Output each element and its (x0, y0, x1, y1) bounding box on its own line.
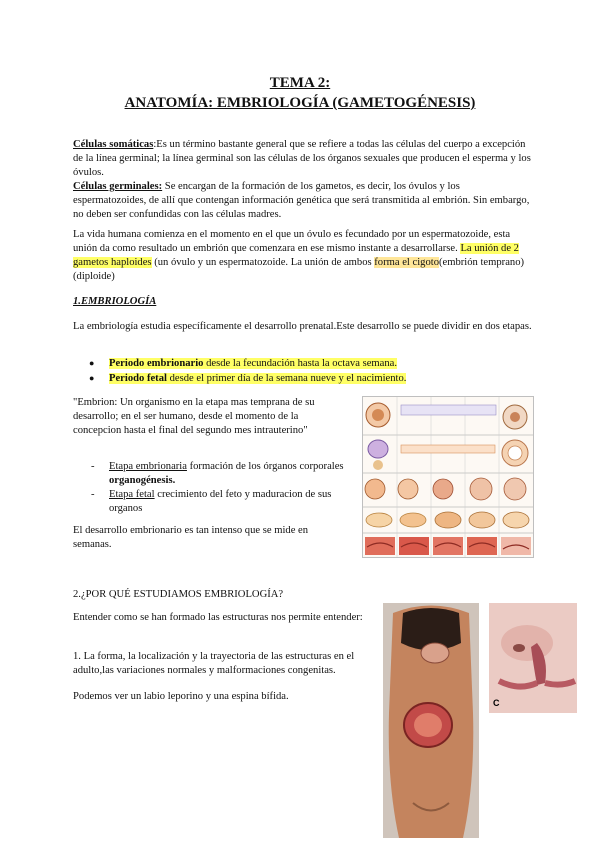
section2-p3: Podemos ver un labio leporino y una espina bífida. (73, 691, 289, 702)
germinal-term: Células germinales: (73, 181, 163, 192)
section2-p2-wrap (73, 650, 378, 678)
intro-paragraph (73, 228, 533, 284)
section2-p3-wrap (73, 690, 373, 704)
section1-heading-wrap (73, 295, 533, 309)
stage-item-embryonic: - Etapa embrionaria formación de los órganos corporales organogénesis. (73, 460, 348, 488)
section1-heading: 1.EMBRIOLOGÍA (73, 296, 157, 307)
embryo-quote-wrap (73, 396, 343, 438)
period-item-fetal: ● Periodo fetal desde el primer día de la semana nueve y el nacimiento. (73, 371, 533, 386)
embryo-quote: "Embrion: Un organismo en la etapa mas temprana de su desarrollo; en el ser humano, desde el momento de la concepcion hasta el final del segundo mes intrauterino" (73, 397, 315, 436)
cells-definitions (73, 138, 533, 222)
stages-list (73, 460, 348, 516)
embryo-development-figure (362, 396, 534, 558)
intro-text-1: La vida humana comienza en el momento en el que un óvulo es fecundado por un espermatozoide, esta unión da como resultado un embrión que comenzara en ese mismo instante a desarrollarse. (73, 229, 511, 254)
section2-p1-wrap (73, 611, 373, 625)
somatic-paragraph (73, 138, 533, 180)
embryo-development-illustration (363, 397, 533, 557)
photo-label: C (493, 698, 500, 708)
germinal-paragraph (73, 180, 533, 222)
cleft-lip-illustration (489, 603, 577, 713)
periods-list (73, 356, 533, 386)
section1-description: La embriología estudia específicamente el desarrollo prenatal.Este desarrollo se puede dividir en dos etapas. (73, 321, 532, 332)
intro-highlight-1: La unión de 2 gametos haploides (73, 243, 519, 268)
intro-highlight-2: forma el cigoto (374, 257, 439, 268)
stage-item-fetal: - Etapa fetal crecimiento del feto y maduracion de sus organos (73, 488, 348, 516)
section2-p2: 1. La forma, la localización y la trayectoria de las estructuras en el adulto,las variaciones normales y malformaciones congenitas. (73, 651, 355, 676)
intro-text-3: (embrión temprano) (diploide) (73, 257, 525, 282)
cleft-lip-photo (489, 603, 577, 713)
section2-p1: Entender como se han formado las estructuras nos permite entender: (73, 612, 363, 623)
spina-bifida-photo (383, 603, 479, 838)
stages-list-wrap (73, 460, 348, 516)
somatic-term: Células somáticas (73, 139, 154, 150)
title-line-1: TEMA 2: (269, 75, 331, 91)
intro-text-2: (un óvulo y un espermatozoide. La unión de ambos (151, 257, 375, 268)
section2-heading-wrap (73, 588, 533, 602)
germinal-text: Se encargan de la formación de los gametos, es decir, los óvulos y los espermatozoides, de allí que contengan información genética que será transmitida al embrión. Sin embargo, no deben ser confundidas con las células madres. (73, 181, 530, 220)
conclusion-text: El desarrollo embrionario es tan intenso que se mide en semanas. (73, 525, 309, 550)
spina-bifida-illustration (383, 603, 479, 838)
title-line-2: ANATOMÍA: EMBRIOLOGÍA (GAMETOGÉNESIS) (124, 95, 476, 111)
somatic-text: :Es un término bastante general que se refiere a todas las células del cuerpo a excepción de la línea germinal; la línea germinal son las células de los órganos sexuales que producen el esperma y los óvulos. (73, 139, 531, 178)
conclusion-wrap (73, 524, 338, 552)
periods-list-wrap (73, 356, 533, 386)
section1-description-wrap (73, 320, 533, 334)
section2-heading: 2.¿POR QUÉ ESTUDIAMOS EMBRIOLOGÍA? (73, 589, 284, 600)
period-item-embryonic: ● Periodo embrionario desde la fecundación hasta la octava semana. (73, 356, 533, 371)
